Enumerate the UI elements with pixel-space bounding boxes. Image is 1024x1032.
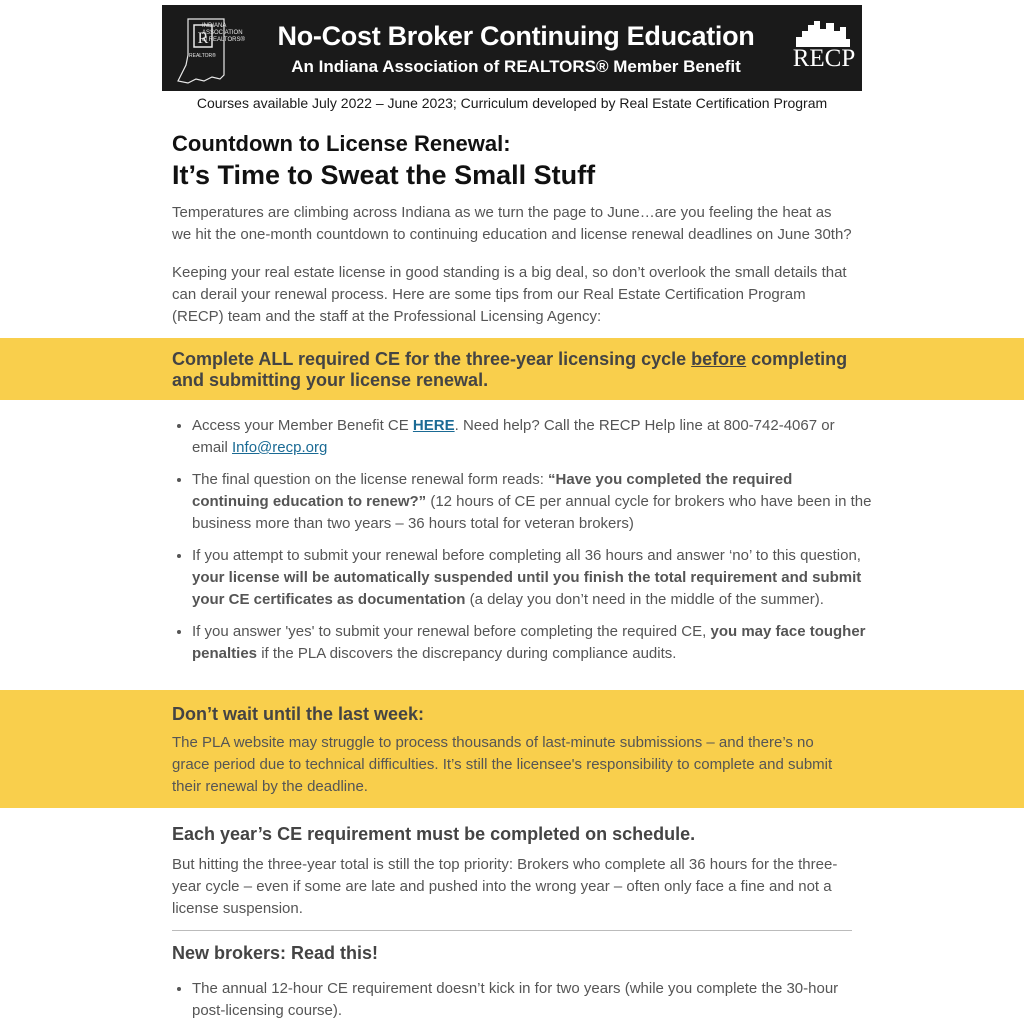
list-item bbox=[192, 415, 872, 459]
bullet-text: if the PLA discovers the discrepancy during compliance audits. bbox=[257, 645, 677, 662]
list-item bbox=[192, 545, 872, 611]
intro-paragraph-1: Temperatures are climbing across Indiana as we turn the page to June…are you feeling the heat as we hit the one-month countdown to continuing education and license renewal deadlines on June 30th? bbox=[172, 204, 852, 243]
member-benefit-ce-link[interactable]: HERE bbox=[412, 417, 455, 434]
intro-paragraph-2: Keeping your real estate license in good standing is a big deal, so don’t overlook the small details that can derail your renewal process. Here are some tips from our Real Estate Certification Program (RECP) team and the staff at the Professional Licensing Agency: bbox=[172, 264, 847, 325]
band-heading-ce bbox=[172, 349, 852, 391]
tips-list bbox=[172, 415, 872, 675]
list-item bbox=[192, 621, 872, 665]
band-heading-underlined: before bbox=[691, 349, 747, 369]
realtor-r-mark: R bbox=[197, 30, 209, 47]
ia-line-1: INDIANA bbox=[202, 23, 227, 29]
section-heading-schedule: Each year’s CE requirement must be completed on schedule. bbox=[172, 824, 696, 844]
bullet-text: If you answer 'yes' to submit your renewal before completing the required CE, bbox=[192, 623, 711, 640]
page-subheading: It’s Time to Sweat the Small Stuff bbox=[172, 160, 596, 190]
recp-logo-text: RECP bbox=[792, 45, 856, 72]
courses-availability: Courses available July 2022 – June 2023; Curriculum developed by Real Estate Certification Program bbox=[196, 95, 828, 111]
divider bbox=[172, 930, 852, 931]
header-banner bbox=[162, 5, 862, 91]
indiana-association-text bbox=[202, 23, 252, 44]
band-heading-part-b: completing and submitting your license renewal. bbox=[172, 349, 848, 390]
bullet-bold-text: “Have you completed the required continuing education to renew?” bbox=[192, 471, 793, 510]
bullet-text: (12 hours of CE per annual cycle for brokers who have been in the business more than two years – 36 hours total for veteran brokers) bbox=[192, 493, 872, 532]
bullet-text: Access your Member Benefit CE bbox=[192, 417, 413, 434]
bullet-bold-text: you may face tougher penalties bbox=[192, 623, 866, 662]
banner-title: No-Cost Broker Continuing Education bbox=[277, 21, 755, 51]
email-link[interactable]: Info@recp.org bbox=[232, 439, 328, 456]
bullet-text: If you attempt to submit your renewal before completing all 36 hours and answer ‘no’ to this question, bbox=[192, 547, 861, 564]
bullet-bold-text: your license will be automatically suspended until you finish the total requirement and submit your CE certificates as documentation bbox=[192, 569, 862, 608]
band-heading-part-a: Complete ALL required CE for the three-year licensing cycle bbox=[172, 349, 692, 369]
bullet-text: . Need help? Call the RECP Help line at 800-742-4067 or email bbox=[192, 417, 835, 456]
ia-line-2: ASSOCIATION bbox=[202, 30, 243, 36]
section-heading-new-brokers: New brokers: Read this! bbox=[172, 943, 379, 963]
section-schedule-body: But hitting the three-year total is still the top priority: Brokers who complete all 36 hours for the three-year cycle – even if some are late and pushed into the wrong year – often only face a fine and not a license suspension. bbox=[172, 856, 838, 917]
band-heading-deadline: Don’t wait until the last week: bbox=[172, 704, 425, 724]
bullet-text: (a delay you don’t need in the middle of the summer). bbox=[465, 591, 824, 608]
bullet-text: The final question on the license renewal form reads: bbox=[192, 471, 549, 488]
band-deadline-body: The PLA website may struggle to process thousands of last-minute submissions – and there’s no grace period due to technical difficulties. It’s still the licensee's responsibility to complete and submit their renewal by the deadline. bbox=[172, 734, 833, 795]
realtor-word: REALTOR® bbox=[189, 53, 216, 59]
banner-subtitle: An Indiana Association of REALTORS® Member Benefit bbox=[291, 57, 741, 76]
list-item bbox=[192, 469, 872, 535]
list-item: • The annual 12-hour CE requirement doesn’t kick in for two years (while you complete the 30-hour post-licensing course). bbox=[192, 978, 872, 1022]
page-heading: Countdown to License Renewal: bbox=[172, 131, 511, 156]
ia-line-3: of REALTORS® bbox=[202, 37, 245, 43]
